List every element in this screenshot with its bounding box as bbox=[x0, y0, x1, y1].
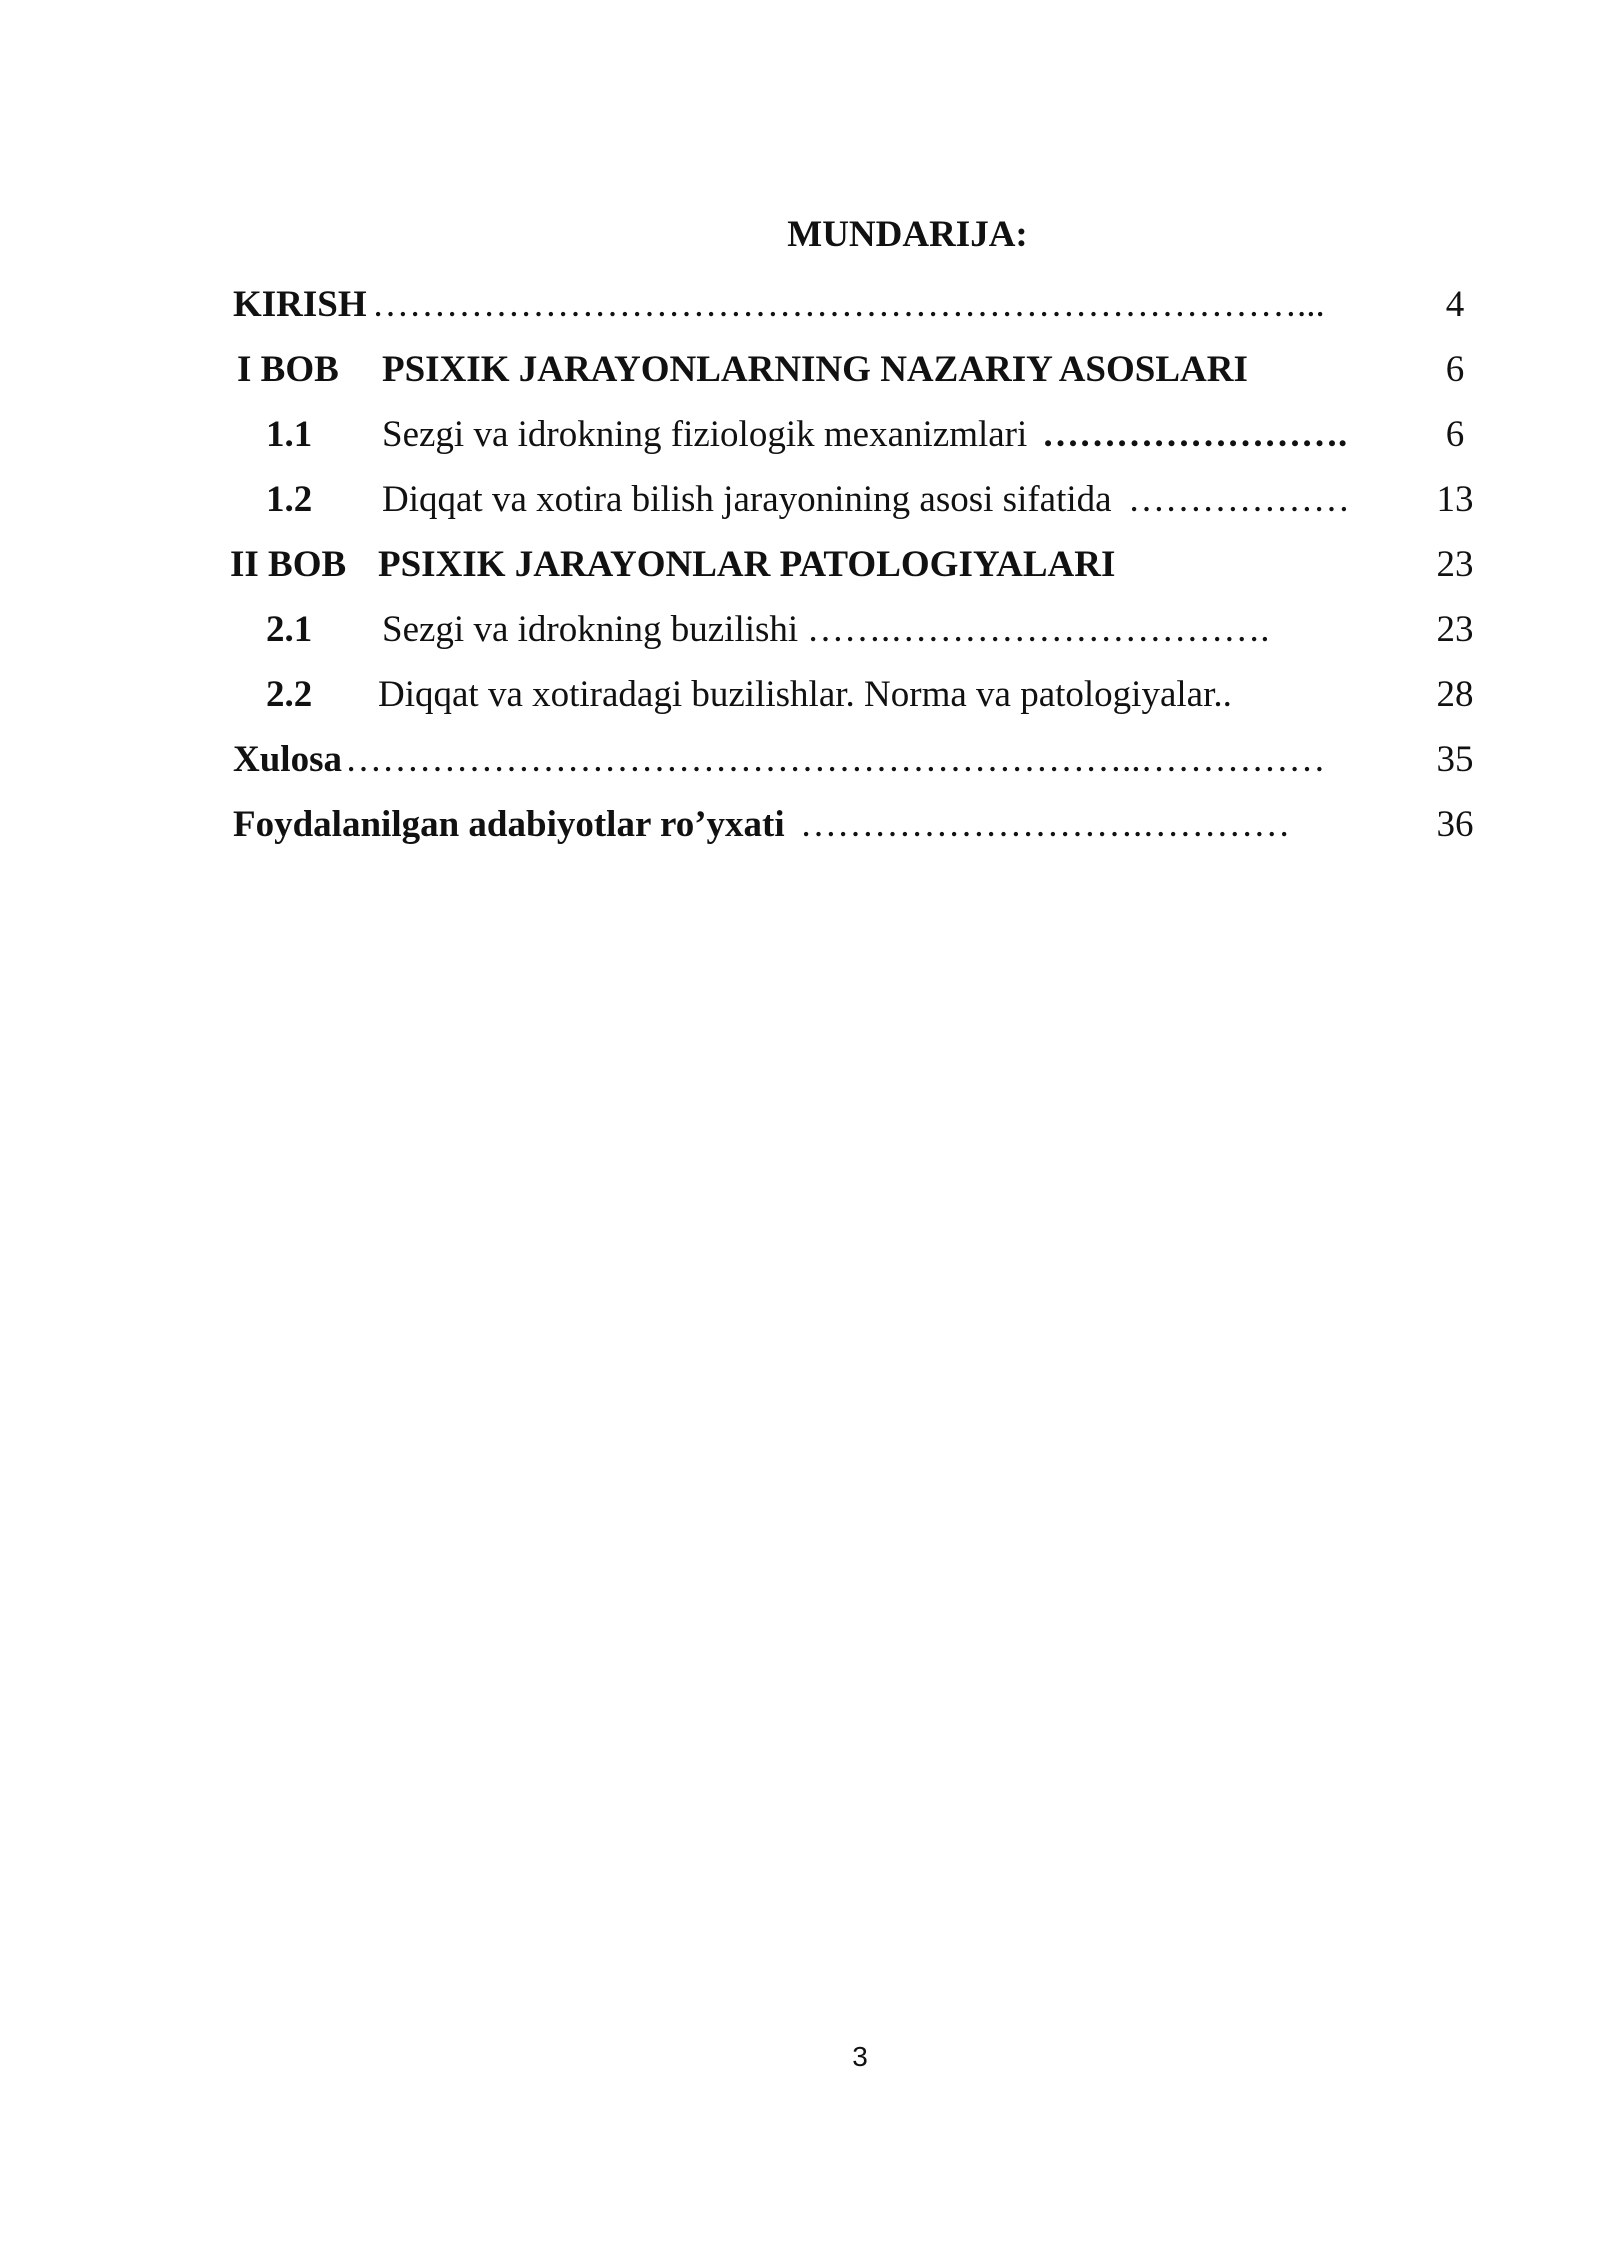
toc-entry-leader: …………………………………………………………………... bbox=[372, 284, 1325, 325]
toc-entry-leader: ………………………………………………………..…………… bbox=[345, 739, 1326, 780]
toc-entry-page: 4 bbox=[1445, 284, 1465, 325]
toc-entry-number: I BOB bbox=[237, 349, 339, 390]
toc-entry-page: 35 bbox=[1436, 739, 1474, 780]
toc-entry-page: 6 bbox=[1445, 349, 1465, 390]
toc-entry-leader: ……………………….………… bbox=[800, 804, 1291, 845]
toc-entry-kirish[interactable] bbox=[0, 280, 1600, 330]
toc-entry-section-2-1[interactable] bbox=[0, 605, 1600, 655]
toc-entry-label: KIRISH bbox=[233, 284, 367, 325]
toc-entry-label: Sezgi va idrokning fiziologik mexanizmlari bbox=[382, 414, 1028, 455]
toc-entry-leader: …….…………………………. bbox=[807, 609, 1270, 650]
toc-entry-page: 36 bbox=[1436, 804, 1474, 845]
toc-entry-label: Sezgi va idrokning buzilishi bbox=[382, 609, 799, 650]
toc-entry-label: Xulosa bbox=[233, 739, 342, 780]
toc-entry-page: 28 bbox=[1436, 674, 1474, 715]
page-number: 3 bbox=[852, 2041, 868, 2072]
toc-entry-chapter-2[interactable] bbox=[0, 540, 1600, 590]
toc-entry-label: Diqqat va xotira bilish jarayonining asosi sifatida bbox=[382, 479, 1112, 520]
toc-entry-number: 1.1 bbox=[266, 414, 313, 455]
toc-entry-page: 13 bbox=[1436, 479, 1474, 520]
toc-entry-section-1-1[interactable] bbox=[0, 410, 1600, 460]
toc-entry-xulosa[interactable] bbox=[0, 735, 1600, 785]
toc-entry-section-1-2[interactable] bbox=[0, 475, 1600, 525]
toc-entry-number: II BOB bbox=[230, 544, 347, 585]
toc-entry-leader: ……………………. bbox=[1042, 414, 1348, 455]
toc-entry-page: 6 bbox=[1445, 414, 1465, 455]
toc-entry-number: 2.1 bbox=[266, 609, 313, 650]
toc-entry-page: 23 bbox=[1436, 609, 1474, 650]
toc-entry-leader: ……………… bbox=[1128, 479, 1350, 520]
toc-entry-section-2-2[interactable] bbox=[0, 670, 1600, 720]
toc-entry-number: 2.2 bbox=[266, 674, 313, 715]
toc-entry-label: Diqqat va xotiradagi buzilishlar. Norma va patologiyalar.. bbox=[378, 674, 1232, 715]
toc-entry-chapter-1[interactable] bbox=[0, 345, 1600, 395]
toc-title: MUNDARIJA: bbox=[787, 214, 1028, 255]
toc-entry-number: 1.2 bbox=[266, 479, 313, 520]
toc-entry-label: PSIXIK JARAYONLARNING NAZARIY ASOSLARI bbox=[382, 349, 1248, 390]
toc-entry-label: Foydalanilgan adabiyotlar ro’yxati bbox=[233, 804, 785, 845]
toc-entry-label: PSIXIK JARAYONLAR PATOLOGIYALARI bbox=[378, 544, 1116, 585]
toc-entry-references[interactable] bbox=[0, 800, 1600, 850]
toc-entry-page: 23 bbox=[1436, 544, 1474, 585]
